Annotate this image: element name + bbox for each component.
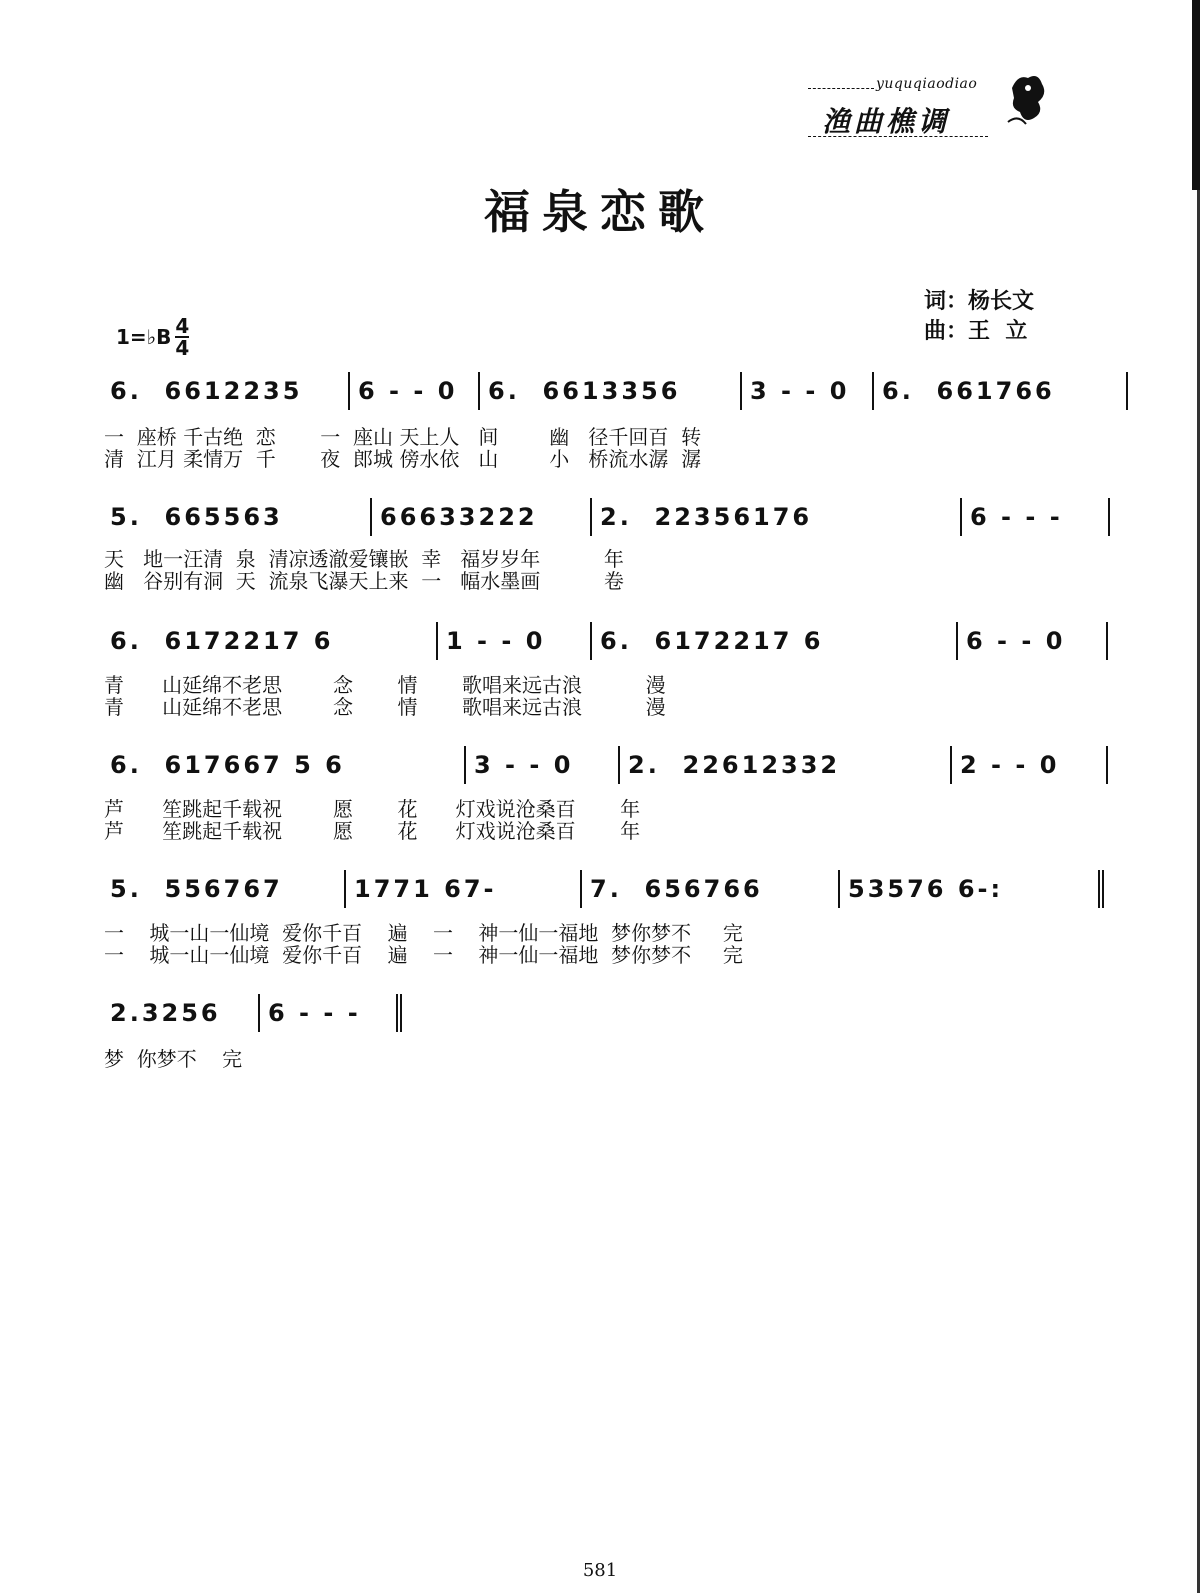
notes-row bbox=[104, 874, 1064, 908]
header-dash-top bbox=[808, 88, 874, 89]
lyrics-verse-2: 一 城一山一仙境 爱你千百 遍 一 神一仙一福地 梦你梦不 完 bbox=[104, 943, 743, 967]
measure: 2.3256 bbox=[104, 994, 260, 1032]
lyrics-verse-1: 天 地一汪清 泉 清凉透澈爱镶嵌 幸 福岁岁年 年 bbox=[104, 547, 624, 571]
credits bbox=[924, 286, 1034, 346]
measure: 6. 661766 bbox=[874, 372, 1128, 410]
lyrics-verse-2: 幽 谷别有洞 天 流泉飞瀑天上来 一 幅水墨画 卷 bbox=[104, 569, 624, 593]
measure: 66633222 bbox=[372, 498, 592, 536]
key-signature bbox=[116, 316, 189, 358]
measure: 3 - - 0 bbox=[466, 746, 620, 784]
measure-final: 6 - - - bbox=[260, 994, 402, 1032]
key-label: 1=♭B bbox=[116, 325, 172, 349]
series-header bbox=[808, 66, 1048, 146]
lyrics-verse-1: 梦 你梦不 完 bbox=[104, 1047, 243, 1071]
time-top: 4 bbox=[175, 314, 190, 338]
header-chinese: 渔曲樵调 bbox=[822, 105, 951, 138]
time-bottom: 4 bbox=[175, 336, 190, 360]
measure: 7. 656766 bbox=[582, 870, 840, 908]
header-dash-bottom bbox=[808, 136, 988, 137]
measure: 5. 665563 bbox=[104, 498, 372, 536]
measure: 6. 617667 5 6 bbox=[104, 746, 466, 784]
notes-row bbox=[104, 998, 394, 1032]
measure: 2. 22612332 bbox=[620, 746, 952, 784]
measure: 2. 22356176 bbox=[592, 498, 962, 536]
lyrics-verse-1: 一 座桥 千古绝 恋 一 座山 天上人 间 幽 径千回百 转 bbox=[104, 425, 702, 449]
composer-credit: 曲：王 立 bbox=[924, 318, 1028, 344]
page-number: 581 bbox=[582, 1560, 618, 1581]
fish-logo-icon bbox=[1004, 68, 1048, 128]
lyrics-verse-2: 青 山延绵不老思 念 情 歌唱来远古浪 漫 bbox=[104, 695, 666, 719]
lyrics-verse-2: 清 江月 柔情万 千 夜 郎城 傍水依 山 小 桥流水潺 潺 bbox=[104, 447, 702, 471]
measure: 1771 67- bbox=[346, 870, 582, 908]
measure: 6. 6172217 6 bbox=[592, 622, 958, 660]
lyrics-verse-1: 一 城一山一仙境 爱你千百 遍 一 神一仙一福地 梦你梦不 完 bbox=[104, 921, 743, 945]
measure: 6 - - - bbox=[962, 498, 1110, 536]
measure: 6. 6172217 6 bbox=[104, 622, 438, 660]
notes-row bbox=[104, 750, 1064, 784]
page-edge-bar bbox=[1192, 0, 1200, 190]
header-latin: yuquqiaodiao bbox=[876, 76, 978, 92]
measure-repeat-end: 53576 6-: bbox=[840, 870, 1104, 908]
lyrics-verse-1: 青 山延绵不老思 念 情 歌唱来远古浪 漫 bbox=[104, 673, 666, 697]
measure: 6 - - 0 bbox=[958, 622, 1108, 660]
lyricist-credit: 词：杨长文 bbox=[924, 288, 1035, 314]
measure: 6 - - 0 bbox=[350, 372, 480, 410]
measure: 2 - - 0 bbox=[952, 746, 1108, 784]
time-signature bbox=[175, 316, 189, 358]
measure: 1 - - 0 bbox=[438, 622, 592, 660]
measure: 6. 6613356 bbox=[480, 372, 742, 410]
notes-row bbox=[104, 502, 1064, 536]
measure: 3 - - 0 bbox=[742, 372, 874, 410]
notes-row bbox=[104, 626, 1064, 660]
lyrics-verse-1: 芦 笙跳起千载祝 愿 花 灯戏说沧桑百 年 bbox=[104, 797, 641, 821]
lyrics-verse-2: 芦 笙跳起千载祝 愿 花 灯戏说沧桑百 年 bbox=[104, 819, 641, 843]
song-title: 福泉恋歌 bbox=[484, 185, 716, 239]
measure: 5. 556767 bbox=[104, 870, 346, 908]
measure: 6. 6612235 bbox=[104, 372, 350, 410]
notes-row bbox=[104, 376, 1064, 410]
